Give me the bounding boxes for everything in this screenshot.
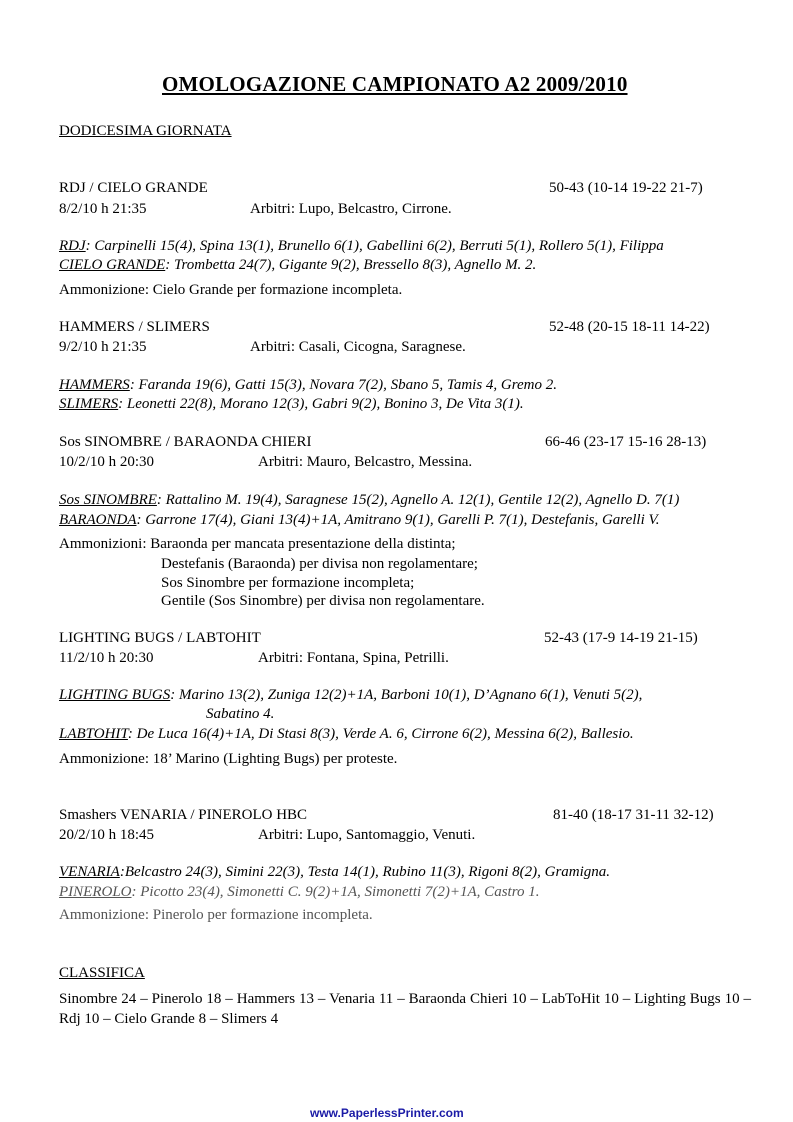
- game-teams: Smashers VENARIA / PINEROLO HBC: [59, 807, 308, 823]
- team1-scorers: :Belcastro 24(3), Simini 22(3), Testa 14(1), Rubino 11(3), Rigoni 8(2), Gramigna.: [119, 864, 611, 880]
- team2-scorers-line: [59, 884, 539, 901]
- team1-name: HAMMERS: [59, 377, 130, 393]
- standings-heading: CLASSIFICA: [59, 965, 145, 981]
- team2-scorers: : Garrone 17(4), Giani 13(4)+1A, Amitrano 9(1), Garelli P. 7(1), Destefanis, Garelli V.: [136, 512, 660, 528]
- game-note: Destefanis (Baraonda) per divisa non regolamentare;: [161, 556, 478, 572]
- game-date: 8/2/10 h 21:35: [59, 201, 147, 217]
- game-date: 10/2/10 h 20:30: [59, 454, 155, 470]
- team2-scorers-line: [59, 726, 634, 743]
- game-referees: Arbitri: Mauro, Belcastro, Messina.: [258, 454, 473, 470]
- game-note: Ammonizione: 18’ Marino (Lighting Bugs) per proteste.: [59, 751, 398, 767]
- game-referees: Arbitri: Lupo, Santomaggio, Venuti.: [258, 827, 476, 843]
- game-note: Ammonizione: Pinerolo per formazione incompleta.: [59, 907, 373, 923]
- game-teams: HAMMERS / SLIMERS: [59, 319, 210, 335]
- team1-scorers-line: [59, 492, 679, 509]
- game-score: 52-43 (17-9 14-19 21-15): [544, 630, 698, 646]
- team2-name: LABTOHIT: [59, 726, 128, 742]
- team2-name: CIELO GRANDE: [59, 257, 166, 273]
- team1-scorers-cont: Sabatino 4.: [206, 706, 275, 722]
- team1-scorers-line: [59, 687, 642, 704]
- round-subtitle: DODICESIMA GIORNATA: [59, 123, 232, 139]
- team1-scorers: : Marino 13(2), Zuniga 12(2)+1A, Barboni 10(1), D’Agnano 6(1), Venuti 5(2),: [170, 687, 643, 703]
- team2-name: PINEROLO: [59, 884, 132, 900]
- team2-scorers: : Trombetta 24(7), Gigante 9(2), Bressello 8(3), Agnello M. 2.: [165, 257, 537, 273]
- game-score: 50-43 (10-14 19-22 21-7): [549, 180, 703, 196]
- team1-name: RDJ: [59, 238, 86, 254]
- team1-scorers: : Carpinelli 15(4), Spina 13(1), Brunello 6(1), Gabellini 6(2), Berruti 5(1), Rollero 5(1), Filippa: [85, 238, 664, 254]
- game-note: Ammonizione: Cielo Grande per formazione incompleta.: [59, 282, 403, 298]
- game-teams: LIGHTING BUGS / LABTOHIT: [59, 630, 261, 646]
- game-score: 81-40 (18-17 31-11 32-12): [553, 807, 714, 823]
- game-date: 9/2/10 h 21:35: [59, 339, 147, 355]
- team1-scorers: : Faranda 19(6), Gatti 15(3), Novara 7(2), Sbano 5, Tamis 4, Gremo 2.: [129, 377, 558, 393]
- team1-scorers-line: [59, 238, 664, 255]
- game-note: Gentile (Sos Sinombre) per divisa non regolamentare.: [161, 593, 485, 609]
- team2-scorers: : De Luca 16(4)+1A, Di Stasi 8(3), Verde A. 6, Cirrone 6(2), Messina 6(2), Ballesio.: [127, 726, 634, 742]
- team2-scorers: : Leonetti 22(8), Morano 12(3), Gabri 9(2), Bonino 3, De Vita 3(1).: [118, 396, 524, 412]
- team1-name: VENARIA: [59, 864, 120, 880]
- game-referees: Arbitri: Lupo, Belcastro, Cirrone.: [250, 201, 452, 217]
- game-date: 11/2/10 h 20:30: [59, 650, 154, 666]
- game-teams: Sos SINOMBRE / BARAONDA CHIERI: [59, 434, 312, 450]
- game-note: Ammonizioni: Baraonda per mancata presentazione della distinta;: [59, 536, 456, 552]
- team1-scorers-line: [59, 377, 557, 394]
- team2-scorers-line: [59, 257, 536, 274]
- team2-scorers-line: [59, 512, 659, 529]
- game-date: 20/2/10 h 18:45: [59, 827, 155, 843]
- game-teams: RDJ / CIELO GRANDE: [59, 180, 208, 196]
- footer-link[interactable]: www.PaperlessPrinter.com: [310, 1106, 464, 1120]
- standings-text: Sinombre 24 – Pinerolo 18 – Hammers 13 – Venaria 11 – Baraonda Chieri 10 – LabToHit 10 – Lighting Bugs 10 – Rdj 10 – Cielo Grande 8 – Slimers 4: [59, 991, 751, 1027]
- game-referees: Arbitri: Fontana, Spina, Petrilli.: [258, 650, 449, 666]
- game-score: 66-46 (23-17 15-16 28-13): [545, 434, 707, 450]
- team1-name: Sos SINOMBRE: [59, 492, 157, 508]
- game-note: Sos Sinombre per formazione incompleta;: [161, 575, 415, 591]
- team2-scorers-line: [59, 396, 524, 413]
- team2-name: BARAONDA: [59, 512, 137, 528]
- team2-scorers: : Picotto 23(4), Simonetti C. 9(2)+1A, Simonetti 7(2)+1A, Castro 1.: [131, 884, 540, 900]
- team2-name: SLIMERS: [59, 396, 119, 412]
- game-referees: Arbitri: Casali, Cicogna, Saragnese.: [250, 339, 466, 355]
- team1-scorers-line: [59, 864, 610, 881]
- game-score: 52-48 (20-15 18-11 14-22): [549, 319, 710, 335]
- team1-scorers: : Rattalino M. 19(4), Saragnese 15(2), Agnello A. 12(1), Gentile 12(2), Agnello D. 7(1): [156, 492, 680, 508]
- page-title: OMOLOGAZIONE CAMPIONATO A2 2009/2010: [162, 72, 628, 96]
- team1-name: LIGHTING BUGS: [59, 687, 171, 703]
